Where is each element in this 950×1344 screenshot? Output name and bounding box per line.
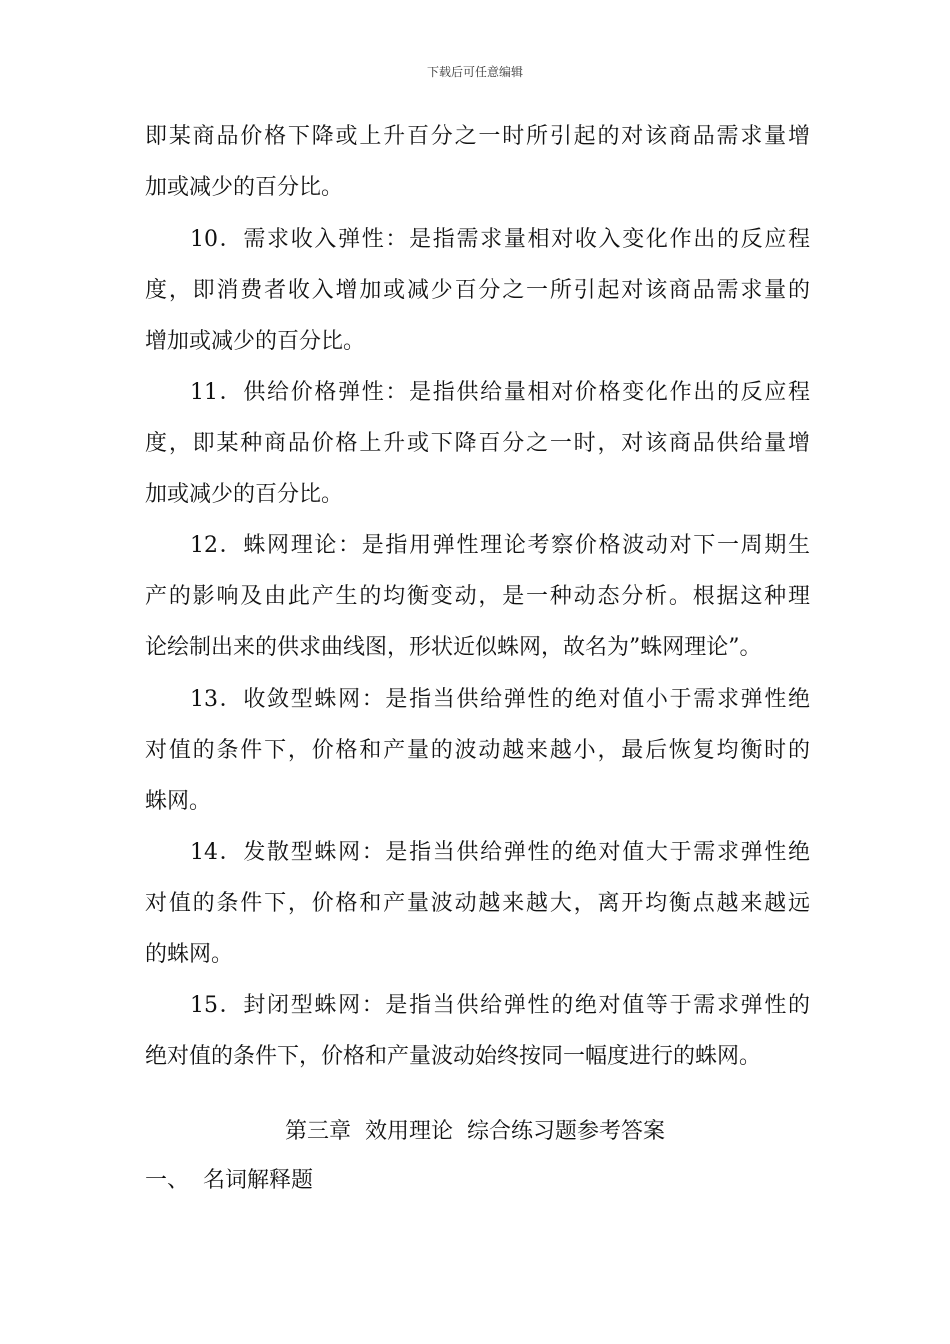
paragraph-line: 论绘制出来的供求曲线图，形状近似蛛网，故名为”蛛网理论”。 — [145, 635, 762, 660]
paragraph-line: 产的影响及由此产生的均衡变动，是一种动态分析。根据这种理 — [145, 584, 810, 609]
paragraph-line: 10．需求收入弹性：是指需求量相对收入变化作出的反应程 — [190, 227, 810, 252]
section-title: 名词解释题 — [203, 1168, 314, 1193]
paragraph-line: 对值的条件下，价格和产量的波动越来越小，最后恢复均衡时的 — [145, 738, 810, 763]
section-number: 一、 — [145, 1168, 190, 1193]
paragraph-line: 的蛛网。 — [145, 942, 234, 967]
paragraph-line: 对值的条件下，价格和产量波动越来越大，离开均衡点越来越远 — [145, 891, 810, 916]
paragraph-line: 14．发散型蛛网：是指当供给弹性的绝对值大于需求弹性绝 — [190, 840, 810, 865]
paragraph-line: 绝对值的条件下，价格和产量波动始终按同一幅度进行的蛛网。 — [145, 1044, 762, 1069]
paragraph-line: 加或减少的百分比。 — [145, 175, 344, 200]
paragraph-line: 15．封闭型蛛网：是指当供给弹性的绝对值等于需求弹性的 — [190, 993, 810, 1018]
paragraph-line: 蛛网。 — [145, 789, 212, 814]
paragraph-line: 13．收敛型蛛网：是指当供给弹性的绝对值小于需求弹性绝 — [190, 687, 810, 712]
chapter-title: 第三章 效用理论 综合练习题参考答案 — [285, 1119, 665, 1144]
paragraph-line: 即某商品价格下降或上升百分之一时所引起的对该商品需求量增 — [145, 124, 810, 149]
paragraph-line: 11．供给价格弹性：是指供给量相对价格变化作出的反应程 — [190, 380, 810, 405]
section-heading — [145, 1166, 313, 1196]
paragraph-line: 增加或减少的百分比。 — [145, 329, 366, 354]
paragraph-line: 度，即消费者收入增加或减少百分之一所引起对该商品需求量的 — [145, 278, 810, 303]
paragraph-line: 12．蛛网理论：是指用弹性理论考察价格波动对下一周期生 — [190, 533, 810, 558]
paragraph-line: 加或减少的百分比。 — [145, 482, 344, 507]
page-header: 下载后可任意编辑 — [426, 65, 523, 79]
paragraph-line: 度，即某种商品价格上升或下降百分之一时，对该商品供给量增 — [145, 431, 810, 456]
